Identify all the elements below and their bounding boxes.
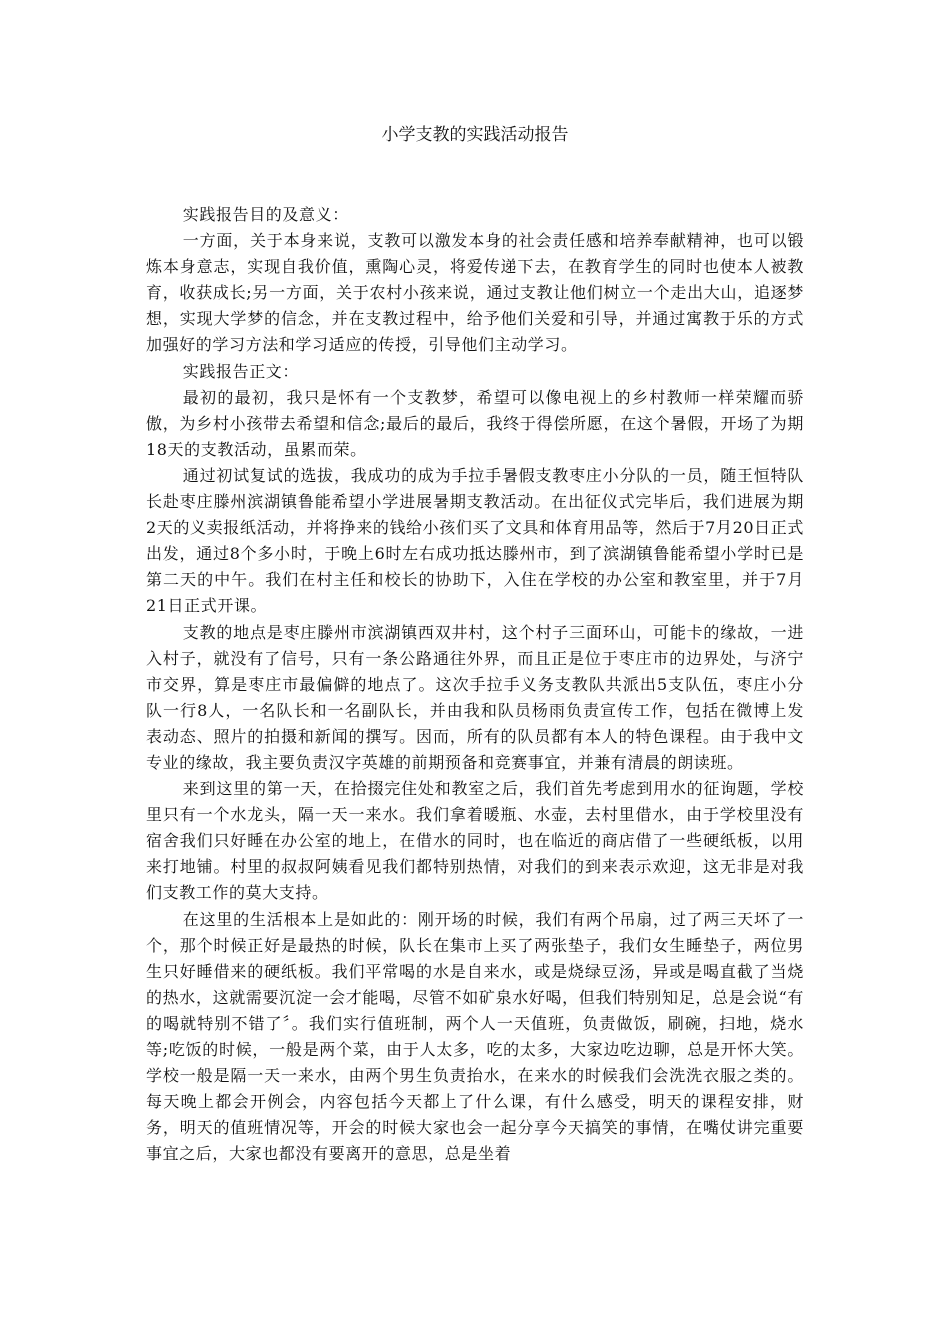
paragraph-purpose-heading: 实践报告目的及意义： [182,205,349,224]
document-body [146,202,804,1167]
paragraph-purpose: 一方面，关于本身来说，支教可以激发本身的社会责任感和培养奉献精神，也可以锻炼本身意志，实现自我价值，熏陶心灵，将爱传递下去，在教育学生的同时也使本人被教育，收获成长;另一方面，关于农村小孩来说，通过支教让他们树立一个走出大山，追逐梦想，实现大学梦的信念，并在支教过程中，给予他们关爱和引导，并通过寓教于乐的方式加强好的学习方法和学习适应的传授，引导他们主动学习。 [146,231,804,355]
paragraph-selection: 通过初试复试的选拔，我成功的成为手拉手暑假支教枣庄小分队的一员，随王恒特队长赴枣庄滕州滨湖镇鲁能希望小学进展暑期支教活动。在出征仪式完毕后，我们进展为期2天的义卖报纸活动，并将挣来的钱给小孩们买了文具和体育用品等，然后于7月20日正式出发，通过8个多小时，于晚上6时左右成功抵达滕州市，到了滨湖镇鲁能希望小学时已是第二天的中午。我们在村主任和校长的协助下，入住在学校的办公室和教室里，并于7月21日正式开课。 [146,465,804,616]
paragraph-location: 支教的地点是枣庄滕州市滨湖镇西双井村，这个村子三面环山，可能卡的缘故，一进入村子，就没有了信号，只有一条公路通往外界，而且正是位于枣庄市的边界处，与济宁市交界，算是枣庄市最偏僻的地点了。这次手拉手义务支教队共派出5支队伍，枣庄小分队一行8人，一名队长和一名副队长，并由我和队员杨雨负责宣传工作，包括在微博上发表动态、照片的拍摄和新闻的撰写。因而，所有的队员都有本人的特色课程。由于我中文专业的缘故，我主要负责汉字英雄的前期预备和竞赛事宜，并兼有清晨的朗读班。 [146,622,804,772]
paragraph-first-day: 来到这里的第一天，在拾掇完住处和教室之后，我们首先考虑到用水的征询题，学校里只有一个水龙头，隔一天一来水。我们拿着暖瓶、水壶，去村里借水，由于学校里没有宿舍我们只好睡在办公室的地上，在借水的同时，也在临近的商店借了一些硬纸板，以用来打地铺。村里的叔叔阿姨看见我们都特别热情，对我们的到来表示欢迎，这无非是对我们支教工作的莫大支持。 [146,779,804,903]
document-title: 小学支教的实践活动报告 [381,125,569,145]
paragraph-main-heading: 实践报告正文： [182,361,299,381]
paragraph-intro: 最初的最初，我只是怀有一个支教梦，希望可以像电视上的乡村教师一样荣耀而骄傲，为乡村小孩带去希望和信念;最后的最后，我终于得偿所愿，在这个暑假，开场了为期18天的支教活动，虽累而荣。 [146,387,804,459]
paragraph-daily-life: 在这里的生活根本上是如此的：刚开场的时候，我们有两个吊扇，过了两三天坏了一个，那个时候正好是最热的时候，队长在集市上买了两张垫子，我们女生睡垫子，两位男生只好睡借来的硬纸板。我们平常喝的水是自来水，或是烧绿豆汤，异或是喝直截了当烧的热水，这就需要沉淀一会才能喝，尽管不如矿泉水好喝，但我们特别知足，总是会说“有的喝就特别不错了〞。我们实行值班制，两个人一天值班，负责做饭，刷碗，扫地，烧水等;吃饭的时候，一般是两个菜，由于人太多，吃的太多，大家边吃边聊，总是开怀大笑。学校一般是隔一天一来水，由两个男生负责抬水，在来水的时候我们会洗洗衣服之类的。每天晚上都会开例会，内容包括今天都上了什么课，有什么感受，明天的课程安排，财务，明天的值班情况等，开会的时候大家也会一起分享今天搞笑的事情，在嘴仗讲完重要事宜之后，大家也都没有要离开的意思，总是坐着 [146,909,804,1164]
